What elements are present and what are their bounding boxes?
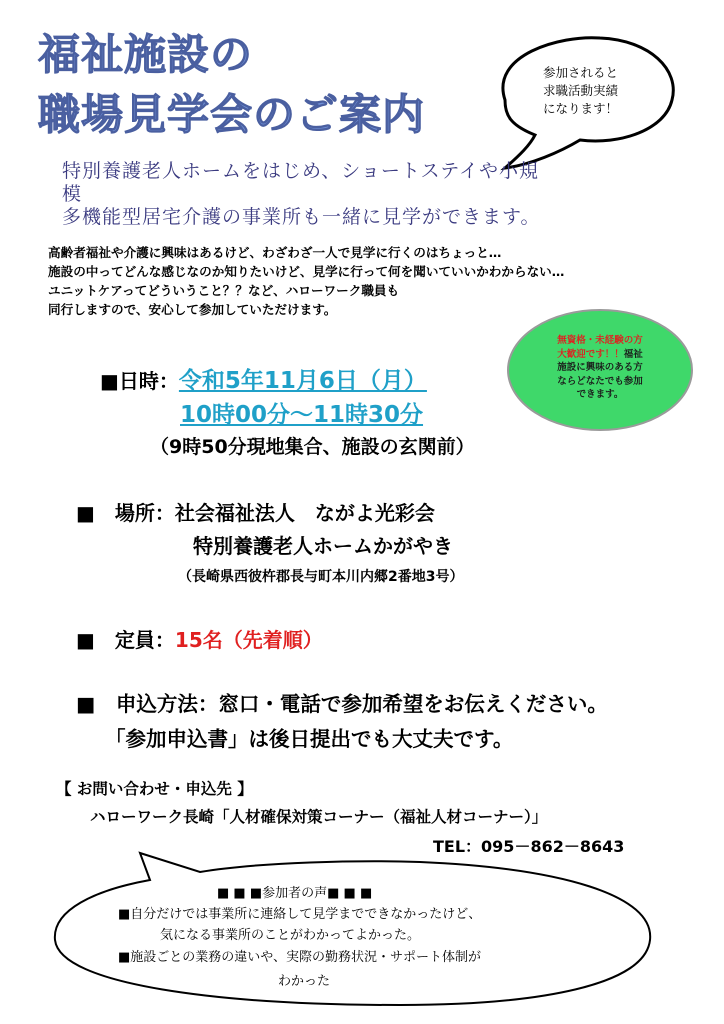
intro-text <box>48 243 564 319</box>
badge-line <box>522 348 678 362</box>
datetime-note: （9時50分現地集合、施設の玄関前） <box>150 436 475 458</box>
capacity-value: 15名（先着順） <box>174 628 323 652</box>
badge-welfare: 福祉 <box>623 348 643 360</box>
badge-line: 無資格・未経験の方 <box>557 335 643 346</box>
badge-line: ならどなたでも参加 <box>557 375 643 387</box>
top-bubble-line: 求職活動実績 <box>543 83 619 98</box>
title-line-1: 福祉施設の <box>38 30 254 79</box>
voice-item-2b: わかった <box>278 974 331 989</box>
place-label: ■ 場所： <box>76 501 175 525</box>
datetime-date: 令和5年11月6日（月） <box>178 368 427 394</box>
contact-heading: 【 お問い合わせ・申込先 】 <box>56 780 253 798</box>
intro-line: 同行しますので、安心して参加していただけます。 <box>48 302 337 317</box>
apply-line-2: 「参加申込書」は後日提出でも大丈夫です。 <box>105 727 514 751</box>
title-line-2: 職場見学会のご案内 <box>38 90 426 139</box>
voices-heading: ■ ■ ■参加者の声■ ■ ■ <box>217 886 373 901</box>
capacity-label: ■ 定員： <box>76 628 175 652</box>
lead-text <box>62 160 662 229</box>
datetime-time: 10時00分～11時30分 <box>180 402 424 428</box>
apply-line-1: ■ 申込方法：窓口・電話で参加希望をお伝えください。 <box>76 692 608 716</box>
lead-line: 多機能型居宅介護の事業所も一緒に見学ができます。 <box>62 206 541 228</box>
place-address: （長崎県西彼杵郡長与町本川内郷2番地3号） <box>178 569 464 585</box>
lead-line: 特別養護老人ホームをはじめ、ショートステイや小規 <box>62 160 539 182</box>
lead-line: 模 <box>62 183 83 205</box>
contact-tel: TEL：095－862－8643 <box>433 837 625 856</box>
intro-line: 高齢者福祉や介護に興味はあるけど、わざわざ一人で見学に行くのはちょっと… <box>48 245 502 260</box>
capacity-row <box>76 624 323 653</box>
badge-line: 施設に興味のある方 <box>557 362 643 373</box>
place-org: 社会福祉法人 ながよ光彩会 <box>174 501 435 525</box>
top-bubble-text <box>543 64 618 118</box>
contact-office: ハローワーク長崎「人材確保対策コーナー（福祉人材コーナー）」 <box>90 808 548 826</box>
datetime-row <box>100 362 427 395</box>
datetime-label: ■日時： <box>100 369 179 393</box>
voice-item-1b: 気になる事業所のことがわかってよかった。 <box>160 928 421 943</box>
voice-item-2a: ■施設ごとの業務の違いや、実際の勤務状況・サポート体制が <box>118 950 482 965</box>
place-facility: 特別養護老人ホームかがやき <box>193 534 453 558</box>
place-row <box>76 497 435 526</box>
intro-line: ユニットケアってどういうこと？？など、ハローワーク職員も <box>48 283 400 298</box>
badge-welcome: 大歓迎です！！ <box>557 348 624 360</box>
green-badge-text <box>522 334 678 402</box>
intro-line: 施設の中ってどんな感じなのか知りたいけど、見学に行って何を聞いていいかわからない… <box>48 264 565 279</box>
top-bubble-line: になります！ <box>543 101 619 116</box>
badge-line: できます。 <box>576 389 624 400</box>
top-bubble-line: 参加されると <box>543 65 619 80</box>
voice-item-1a: ■自分だけでは事業所に連絡して見学までできなかったけど、 <box>118 907 482 922</box>
